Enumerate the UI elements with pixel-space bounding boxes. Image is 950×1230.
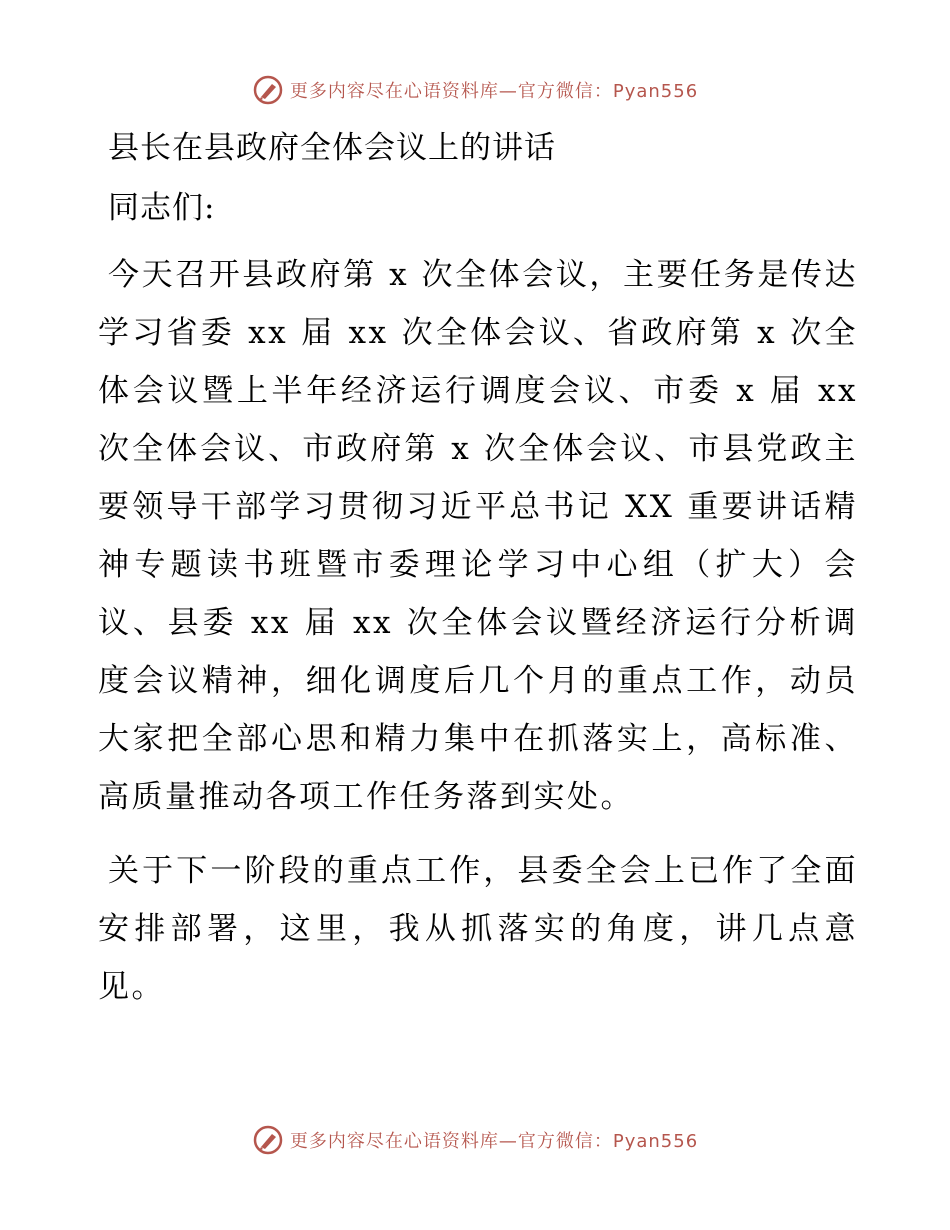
pen-nib-logo-icon xyxy=(252,1124,284,1156)
document-body xyxy=(98,120,858,1016)
watermark-text: 更多内容尽在心语资料库—官方微信：Pyan556 xyxy=(289,81,699,102)
watermark-banner-bottom xyxy=(0,1120,950,1160)
watermark-banner-top xyxy=(0,70,950,110)
paragraph-1: 今天召开县政府第 x 次全体会议，主要任务是传达学习省委 xx 届 xx 次全体会议、省政府第 x 次全体会议暨上半年经济运行调度会议、市委 x 届 xx 次全体会议、市政府第 x 次全体会议、市县党政主要领导干部学习贯彻习近平总书记 XX 重要讲话精神专题读书班暨市委理论学习中心组（扩大）会议、县委 xx 届 xx 次全体会议暨经济运行分析调度会议精神，细化调度后几个月的重点工作，动员大家把全部心思和精力集中在抓落实上，高标准、高质量推动各项工作任务落到实处。 xyxy=(98,257,858,815)
paragraph-2: 关于下一阶段的重点工作，县委全会上已作了全面安排部署，这里，我从抓落实的角度，讲几点意见。 xyxy=(98,853,858,1005)
pen-nib-logo-icon xyxy=(252,74,284,106)
watermark-text: 更多内容尽在心语资料库—官方微信：Pyan556 xyxy=(289,1131,699,1152)
salutation: 同志们: xyxy=(108,190,216,226)
document-title: 县长在县政府全体会议上的讲话 xyxy=(108,130,556,166)
